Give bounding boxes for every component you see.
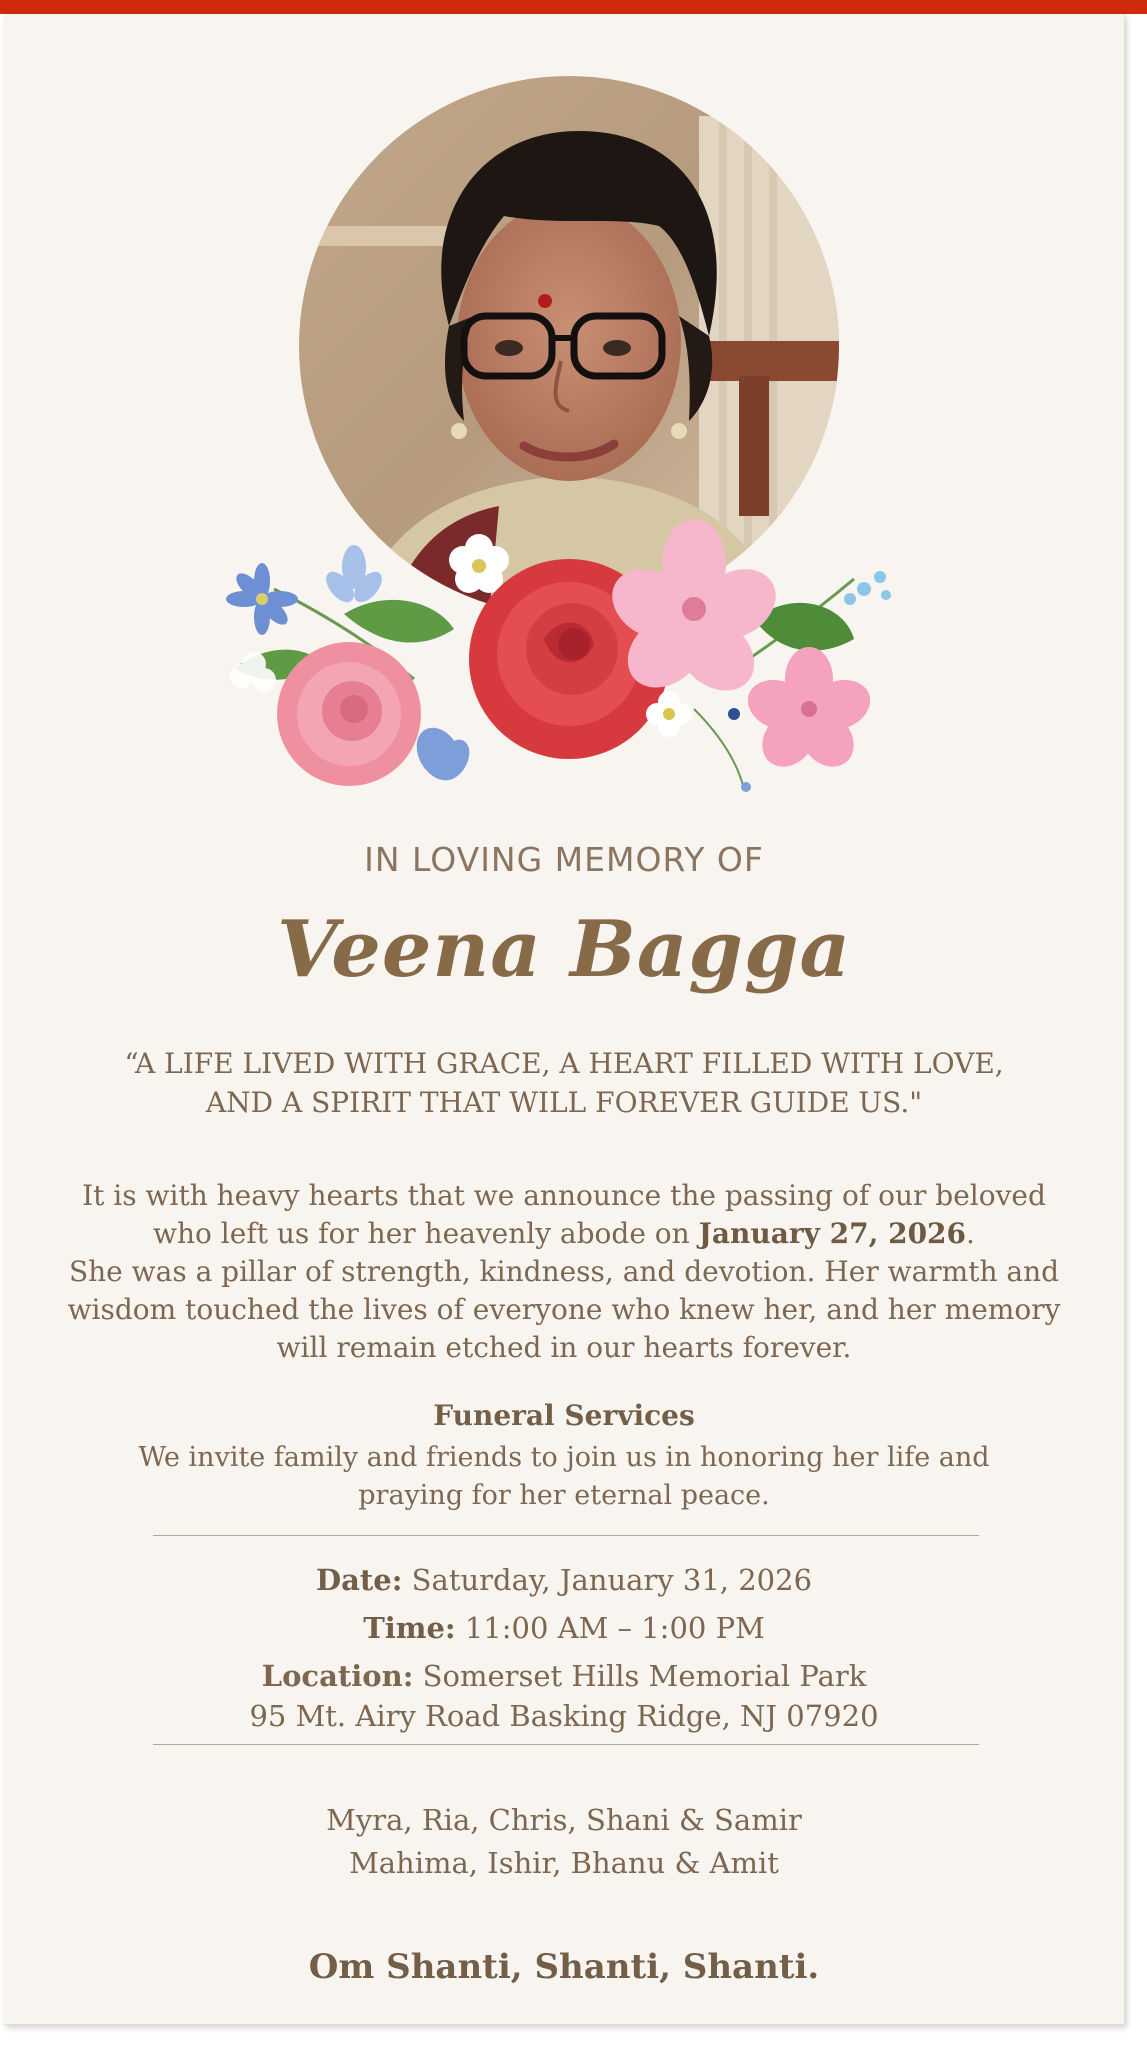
quote-line-1: “A LIFE LIVED WITH GRACE, A HEART FILLED WITH LOVE, (124, 1047, 1004, 1080)
memorial-card (4, 14, 1125, 2025)
location-label: Location: (261, 1659, 414, 1693)
time-row (4, 1608, 1124, 1648)
services-invitation (4, 1439, 1124, 1515)
floral-arrangement-icon (214, 519, 924, 804)
time-label: Time: (363, 1611, 456, 1645)
intro-line-2-end: . (966, 1217, 975, 1250)
passing-date: January 27, 2026 (698, 1217, 967, 1250)
date-row (4, 1560, 1124, 1600)
intro-line-5: will remain etched in our hearts forever. (276, 1331, 852, 1364)
date-label: Date: (315, 1563, 403, 1597)
location-address: 95 Mt. Airy Road Basking Ridge, NJ 07920 (249, 1699, 879, 1733)
divider-top (153, 1535, 979, 1536)
date-value: Saturday, January 31, 2026 (402, 1563, 813, 1597)
deceased-name: Veena Bagga (276, 904, 852, 995)
services-heading: Funeral Services (433, 1399, 695, 1432)
intro-line-1: It is with heavy hearts that we announce the passing of our beloved (82, 1179, 1046, 1212)
service-details (4, 1560, 1124, 1736)
intro-line-2-start: who left us for her heavenly abode on (153, 1217, 699, 1250)
quote-line-2: AND A SPIRIT THAT WILL FOREVER GUIDE US." (205, 1086, 923, 1119)
divider-bottom (153, 1744, 979, 1745)
memorial-quote (4, 1044, 1124, 1122)
location-row (4, 1656, 1124, 1696)
family-names (4, 1799, 1124, 1885)
time-value: 11:00 AM – 1:00 PM (455, 1611, 765, 1645)
services-line-2: praying for her eternal peace. (358, 1480, 770, 1511)
memorial-kicker: IN LOVING MEMORY OF (364, 840, 764, 879)
closing-blessing: Om Shanti, Shanti, Shanti. (308, 1947, 820, 1987)
family-line-2: Mahima, Ishir, Bhanu & Amit (349, 1846, 779, 1880)
intro-line-2 (4, 1215, 1124, 1253)
location-value: Somerset Hills Memorial Park (413, 1659, 867, 1693)
services-line-1: We invite family and friends to join us in honoring her life and (138, 1442, 990, 1473)
family-line-1: Myra, Ria, Chris, Shani & Samir (326, 1803, 802, 1837)
intro-line-3: She was a pillar of strength, kindness, and devotion. Her warmth and (68, 1255, 1060, 1288)
top-accent-bar (0, 0, 1147, 14)
announcement-paragraph (4, 1177, 1124, 1367)
intro-line-4: wisdom touched the lives of everyone who knew her, and her memory (67, 1293, 1061, 1326)
